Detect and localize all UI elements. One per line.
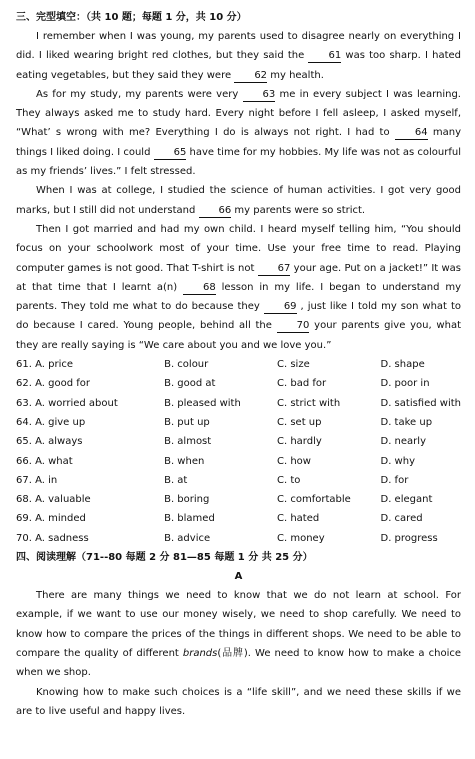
option-a: A. sadness <box>35 532 89 544</box>
cloze-text: was too sharp. I hated eating vegetables, but they said they were <box>16 50 461 81</box>
cloze-text: your age. Put on a jacket!” It was at that time that I learnt a(n) <box>16 262 461 293</box>
blank-62: 62 <box>234 69 267 83</box>
blank-63: 63 <box>243 88 276 102</box>
option-c: C. set up <box>277 416 322 428</box>
option-row <box>16 394 461 413</box>
reading-paragraph-1 <box>16 586 461 682</box>
option-a: A. in <box>35 474 58 486</box>
option-b: B. put up <box>164 416 210 428</box>
blank-66: 66 <box>199 204 232 218</box>
section3-heading: 三、完型填空：（共 10 题；每题 1 分，共 10 分） <box>16 12 247 23</box>
option-d: D. for <box>380 474 409 486</box>
option-a: A. good for <box>35 378 90 390</box>
option-a-cell <box>16 413 164 432</box>
option-d: D. why <box>380 455 415 467</box>
option-a-cell <box>16 490 164 509</box>
option-a: A. always <box>35 436 83 448</box>
cloze-text: my health. <box>267 69 324 81</box>
cloze-text: I remember when I was young, my parents used to disagree nearly on everything I did. I liked wearing bright red clothes, but they said the <box>16 31 461 62</box>
blank-65: 65 <box>154 146 187 160</box>
option-d: D. nearly <box>380 436 426 448</box>
question-number: 70. <box>16 532 32 544</box>
option-a: A. worried about <box>35 397 118 409</box>
option-a-cell <box>16 509 164 528</box>
cloze-paragraph <box>16 220 461 355</box>
option-d: D. progress <box>380 532 438 544</box>
option-b: B. colour <box>164 359 209 371</box>
option-c: C. size <box>277 359 310 371</box>
question-number: 64. <box>16 416 32 428</box>
option-a: A. what <box>35 455 73 467</box>
option-row <box>16 509 461 528</box>
blank-70: 70 <box>277 319 310 333</box>
question-number: 66. <box>16 455 32 467</box>
option-row <box>16 490 461 509</box>
option-b: B. good at <box>164 378 216 390</box>
option-d: D. satisfied with <box>380 397 461 409</box>
option-a-cell <box>16 394 164 413</box>
option-a: A. give up <box>35 416 86 428</box>
blank-67: 67 <box>258 262 291 276</box>
blank-68: 68 <box>183 281 216 295</box>
option-d: D. shape <box>380 359 425 371</box>
reading-text: (品牌). We need to know how to make a choice when we shop. <box>16 647 461 679</box>
reading-paragraph-2: Knowing how to make such choices is a “life skill”, and we need these skills if we are to live useful and happy lives. <box>16 686 461 717</box>
option-b: B. almost <box>164 436 212 448</box>
reading-text: There are many things we need to know that we do not learn at school. For example, if we want to use our money wisely, we need to shop carefully. We need to know how to compare the prices of the things in different shops. We need to be able to compare the quality of different <box>16 590 461 659</box>
question-number: 62. <box>16 378 32 390</box>
option-a: A. minded <box>35 513 86 525</box>
option-row <box>16 432 461 451</box>
option-c: C. hated <box>277 513 320 525</box>
option-c: C. how <box>277 455 311 467</box>
option-row <box>16 529 461 548</box>
option-a-cell <box>16 471 164 490</box>
option-row <box>16 452 461 471</box>
passage-label: A <box>234 571 243 583</box>
cloze-text: have time for my hobbies. My life was not as colourful as my friends’ lives.” I felt stressed. <box>16 146 461 178</box>
option-d: D. elegant <box>380 494 433 506</box>
option-b: B. when <box>164 455 205 467</box>
cloze-options-table <box>16 355 461 548</box>
cloze-paragraph <box>16 27 461 85</box>
option-c: C. comfortable <box>277 494 351 506</box>
option-d: D. take up <box>380 416 433 428</box>
option-b: B. advice <box>164 532 211 544</box>
option-a-cell <box>16 529 164 548</box>
cloze-text: As for my study, my parents were very <box>36 88 243 100</box>
cloze-text: many things I liked doing. I could <box>16 127 461 158</box>
cloze-text: When I was at college, I studied the science of human activities. I got very good marks, but I still did not understand <box>16 185 461 216</box>
option-c: C. to <box>277 474 301 486</box>
option-a-cell <box>16 374 164 393</box>
option-a-cell <box>16 432 164 451</box>
section4-heading: 四、阅读理解（71--80 每题 2 分 81—85 每题 1 分 共 25 分） <box>16 552 313 564</box>
option-b: B. boring <box>164 494 210 506</box>
option-b: B. blamed <box>164 513 215 525</box>
blank-64: 64 <box>395 126 428 140</box>
question-number: 68. <box>16 494 32 506</box>
option-a: A. valuable <box>35 494 91 506</box>
option-a-cell <box>16 355 164 374</box>
option-a: A. price <box>35 359 74 371</box>
cloze-text: me in every subject I was learning. They always asked me to study hard. Every night before I fell asleep, I asked myself, “What’ s wrong with me? Everything I do is always not right. I had to <box>16 88 461 139</box>
option-c: C. bad for <box>277 378 327 390</box>
cloze-paragraph <box>16 85 461 181</box>
cloze-paragraph <box>16 181 461 220</box>
option-row <box>16 471 461 490</box>
cloze-text: lesson in my life. I began to understand my parents. They told me what to do because they <box>16 281 462 313</box>
option-c: C. hardly <box>277 436 322 448</box>
blank-61: 61 <box>308 49 341 63</box>
cloze-text: Then I got married and had my own child. I heard myself telling him, “You should focus on your schoolwork most of your time. Use your free time to read. Playing computer games is not good. That T-shirt is not <box>16 223 461 274</box>
blank-69: 69 <box>264 300 297 314</box>
brands-word: brands <box>182 647 218 659</box>
option-c: C. money <box>277 532 325 544</box>
question-number: 63. <box>16 397 32 409</box>
cloze-text: , just like I told my son what to do because I cared. Young people, behind all the <box>16 301 461 332</box>
option-row <box>16 355 461 374</box>
option-row <box>16 374 461 393</box>
option-row <box>16 413 461 432</box>
question-number: 69. <box>16 513 32 525</box>
cloze-passage <box>16 27 461 355</box>
option-d: D. poor in <box>380 378 430 390</box>
question-number: 61. <box>16 359 32 371</box>
question-number: 65. <box>16 436 32 448</box>
option-a-cell <box>16 452 164 471</box>
option-c: C. strict with <box>277 397 341 409</box>
option-d: D. cared <box>380 513 423 525</box>
option-b: B. at <box>164 474 188 486</box>
question-number: 67. <box>16 474 32 486</box>
option-b: B. pleased with <box>164 397 241 409</box>
cloze-text: your parents give you, what they are really saying is “We care about you and we love you.” <box>16 320 461 351</box>
cloze-text: my parents were so strict. <box>231 204 366 216</box>
